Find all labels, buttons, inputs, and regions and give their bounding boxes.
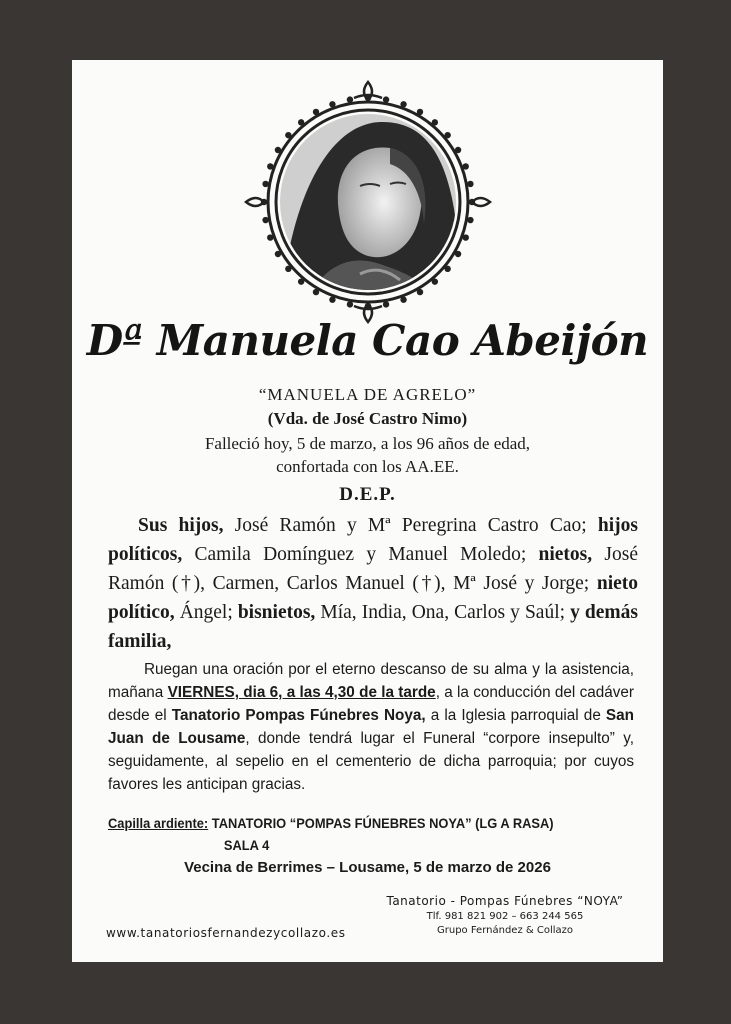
- nieto-politico: Ángel;: [174, 602, 233, 623]
- frame-scallop: [400, 101, 406, 107]
- capilla-label: Capilla ardiente:: [108, 815, 209, 831]
- hijos: José Ramón y Mª Peregrina Castro Cao;: [223, 515, 587, 536]
- company-phone: Tlf. 981 821 902 – 663 244 565: [426, 911, 584, 922]
- frame-scallop: [455, 147, 461, 153]
- nietos-label: nietos,: [538, 544, 593, 565]
- virgin-mary-portrait: [240, 74, 496, 330]
- widow-of: (Vda. de José Castro Nimo): [267, 409, 468, 428]
- tanatorio-name: Tanatorio Pompas Fúnebres Noya,: [171, 707, 426, 724]
- frame-scallop: [467, 217, 473, 223]
- bisnietos-label: bisnietos,: [237, 602, 316, 623]
- death-info-line-1: Falleció hoy, 5 de marzo, a los 96 años de edad,: [204, 434, 531, 453]
- frame-scallop: [400, 297, 406, 303]
- frame-scallop: [455, 251, 461, 257]
- frame-scallop: [383, 96, 389, 102]
- funeral-datetime: VIERNES, dia 6, a las 4,30 de la tarde: [167, 684, 436, 701]
- prayer-text-2: , a la conducción del cadáver desde el: [108, 684, 635, 724]
- deceased-name: Dª Manuela Cao Abeijón: [86, 316, 649, 365]
- frame-scallop: [313, 109, 319, 115]
- ornamental-frame-icon: [240, 74, 496, 330]
- frame-scallop: [267, 234, 273, 240]
- nickname: “MANUELA DE AGRELO”: [258, 385, 477, 404]
- bisnietos: Mía, India, Ona, Carlos y Saúl;: [315, 602, 566, 623]
- prayer-text-4: , donde tendrá lugar el Funeral “corpore insepulto” y, seguidamente, al sepelio en el cementerio de dicha parroquia; por cuyos favores les anticipan gracias.: [108, 730, 634, 793]
- frame-scallop: [275, 251, 281, 257]
- dep: D.E.P.: [339, 484, 396, 505]
- frame-scallop: [313, 289, 319, 295]
- frame-scallop: [417, 109, 423, 115]
- frame-scallop: [262, 181, 268, 187]
- obituary-notice: [72, 60, 663, 962]
- frame-scallop: [432, 278, 438, 284]
- family-list: [108, 511, 638, 656]
- frame-scallop: [298, 278, 304, 284]
- funeral-home-info: [375, 894, 635, 936]
- frame-scallop: [444, 266, 450, 272]
- frame-scallop: [329, 101, 335, 107]
- frame-scallop: [298, 119, 304, 125]
- residence-date: Vecina de Berrimes – Lousame, 5 de marzo de 2026: [184, 859, 551, 876]
- politicos-label: hijos políticos,: [108, 515, 638, 565]
- frame-scallop: [267, 163, 273, 169]
- nietos: José Ramón (†), Carmen, Carlos Manuel (†), Mª José y Jorge;: [108, 544, 638, 594]
- frame-scallop: [463, 163, 469, 169]
- frame-scallop: [285, 266, 291, 272]
- frame-scallop: [463, 234, 469, 240]
- company-group: Grupo Fernández & Collazo: [437, 925, 573, 936]
- capilla-ardiente: [108, 812, 554, 856]
- frame-scallop: [329, 297, 335, 303]
- frame-scallop: [285, 132, 291, 138]
- frame-scallop: [432, 119, 438, 125]
- frame-scallop: [467, 181, 473, 187]
- frame-scallop: [383, 301, 389, 307]
- frame-scallop: [444, 132, 450, 138]
- frame-scallop: [347, 96, 353, 102]
- frame-scallop: [347, 301, 353, 307]
- church-name: San Juan de Lousame: [108, 707, 634, 747]
- frame-scallop: [417, 289, 423, 295]
- prayer-text-3: a la Iglesia parroquial de: [425, 707, 606, 724]
- nieto-politico-label: nieto político,: [108, 573, 639, 623]
- prayer-text-1: Ruegan una oración por el eterno descanso de su alma y la asistencia, mañana: [108, 661, 634, 701]
- politicos: Camila Domínguez y Manuel Moledo;: [182, 544, 527, 565]
- funeral-details: [108, 658, 634, 796]
- capilla-sala: SALA 4: [223, 837, 270, 853]
- death-info-line-2: confortada con los AA.EE.: [276, 457, 459, 476]
- frame-scallop: [262, 217, 268, 223]
- capilla-value: TANATORIO “POMPAS FÚNEBRES NOYA” (LG A RASA): [208, 815, 554, 831]
- company-name: Tanatorio - Pompas Fúnebres “NOYA”: [386, 894, 624, 908]
- frame-scallop: [275, 147, 281, 153]
- website-link[interactable]: www.tanatoriosfernandezycollazo.es: [106, 926, 346, 940]
- hijos-label: Sus hijos,: [138, 515, 224, 536]
- demas-familia: y demás familia,: [108, 602, 638, 652]
